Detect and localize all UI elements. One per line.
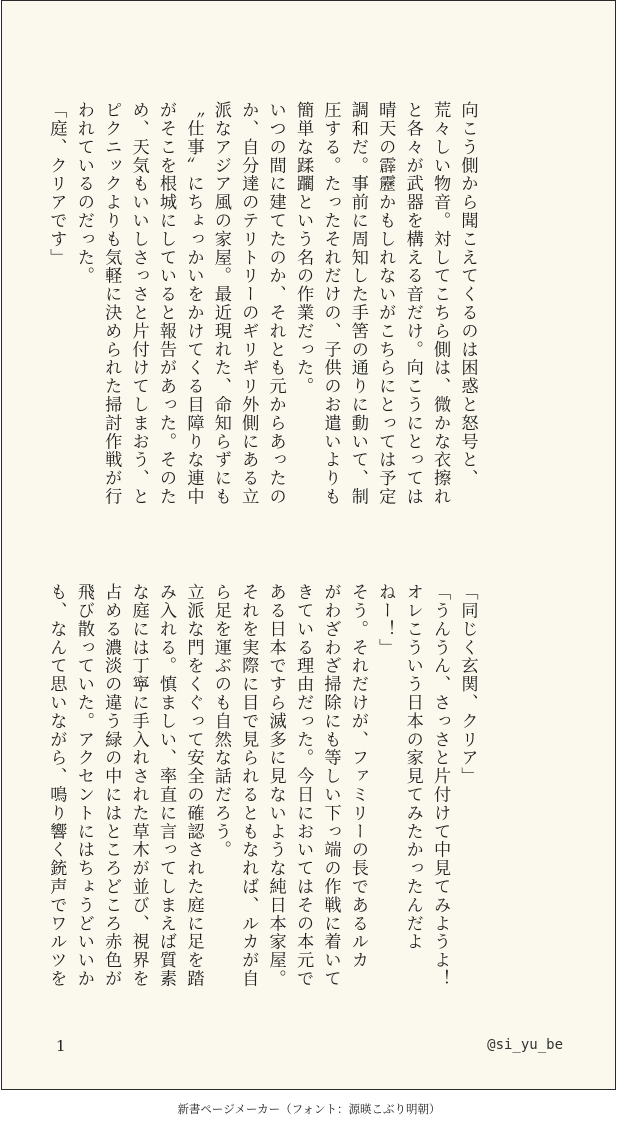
text-line: 調和だ。事前に周知した手筈の通りに動いて、制 — [347, 101, 368, 506]
text-line: ピクニックよりも気軽に決められた掃討作戦が行 — [101, 101, 122, 506]
text-line: も、なんて思いながら、鳴り響く銃声でワルツを — [46, 583, 67, 988]
text-line: きている理由だった。今日においてはその本元で — [293, 583, 314, 988]
text-line: それを実際に目で見られるともなれば、ルカが自 — [238, 583, 259, 988]
text-line: め、天気もいいしさっさと片付けてしまおう、と — [128, 101, 149, 506]
text-line: 簡単な蹂躙という名の作業だった。 — [293, 101, 314, 396]
page-number: 1 — [56, 1037, 66, 1055]
text-line: み入れる。慎ましい、率直に言ってしまえば質素 — [156, 583, 177, 988]
text-line: ねー！」 — [375, 583, 396, 657]
text-line: ら足を運ぶのも自然な話だろう。 — [210, 583, 231, 859]
text-line: 〝仕事〟にちょっかいをかけてくる目障りな連中 — [183, 101, 204, 506]
text-line: がわざわざ掃除にも等しい下っ端の作戦に着いて — [320, 583, 341, 988]
text-line: 「庭、クリアです」 — [46, 101, 67, 267]
author-handle: @si_yu_be — [487, 1037, 563, 1053]
text-line: 圧する。たったそれだけの、子供のお遣いよりも — [320, 101, 341, 506]
text-line: 「うんうん、さっさと片付けて中見てみようよ！ — [430, 583, 451, 988]
text-line: オレこういう日本の家見てみたかったんだよ — [402, 583, 423, 951]
book-page — [1, 0, 616, 1090]
text-line: ある日本ですら滅多に見ないような純日本家屋。 — [265, 583, 286, 988]
text-line: 荒々しい物音。対してこちら側は、微かな衣擦れ — [430, 101, 451, 506]
text-line: 飛び散っていた。アクセントにはちょうどいいか — [73, 583, 94, 988]
text-line: 晴天の霹靂かもしれないがこちらにとっては予定 — [375, 101, 396, 506]
text-line: がそこを根城にしていると報告があった。そのた — [156, 101, 177, 506]
text-line: われているのだった。 — [73, 101, 94, 285]
text-line: か、自分達のテリトリーのギリギリ外側にある立 — [238, 101, 259, 506]
text-line: 「同じく玄関、クリア」 — [457, 583, 478, 786]
text-block-upper — [42, 101, 481, 541]
text-line: 占める濃淡の違う緑の中にはところどころ赤色が — [101, 583, 122, 988]
text-line: な庭には丁寧に手入れされた草木が並び、視界を — [128, 583, 149, 988]
text-line: 派なアジア風の家屋。最近現れた、命知らずにも — [210, 101, 231, 506]
text-line: いつの間に建てたのか、それとも元からあったの — [265, 101, 286, 506]
text-line: 向こう側から聞こえてくるのは困惑と怒号と、 — [457, 101, 478, 488]
text-line: そう。それだけが、ファミリーの長であるルカ — [347, 583, 368, 970]
text-line: と各々が武器を構える音だけ。向こうにとっては — [402, 101, 423, 506]
generator-caption: 新書ページメーカー（フォント：源暎こぶり明朝） — [177, 1102, 441, 1116]
text-line: 立派な門をくぐって安全の確認された庭に足を踏 — [183, 583, 204, 988]
text-block-lower — [42, 583, 481, 1023]
